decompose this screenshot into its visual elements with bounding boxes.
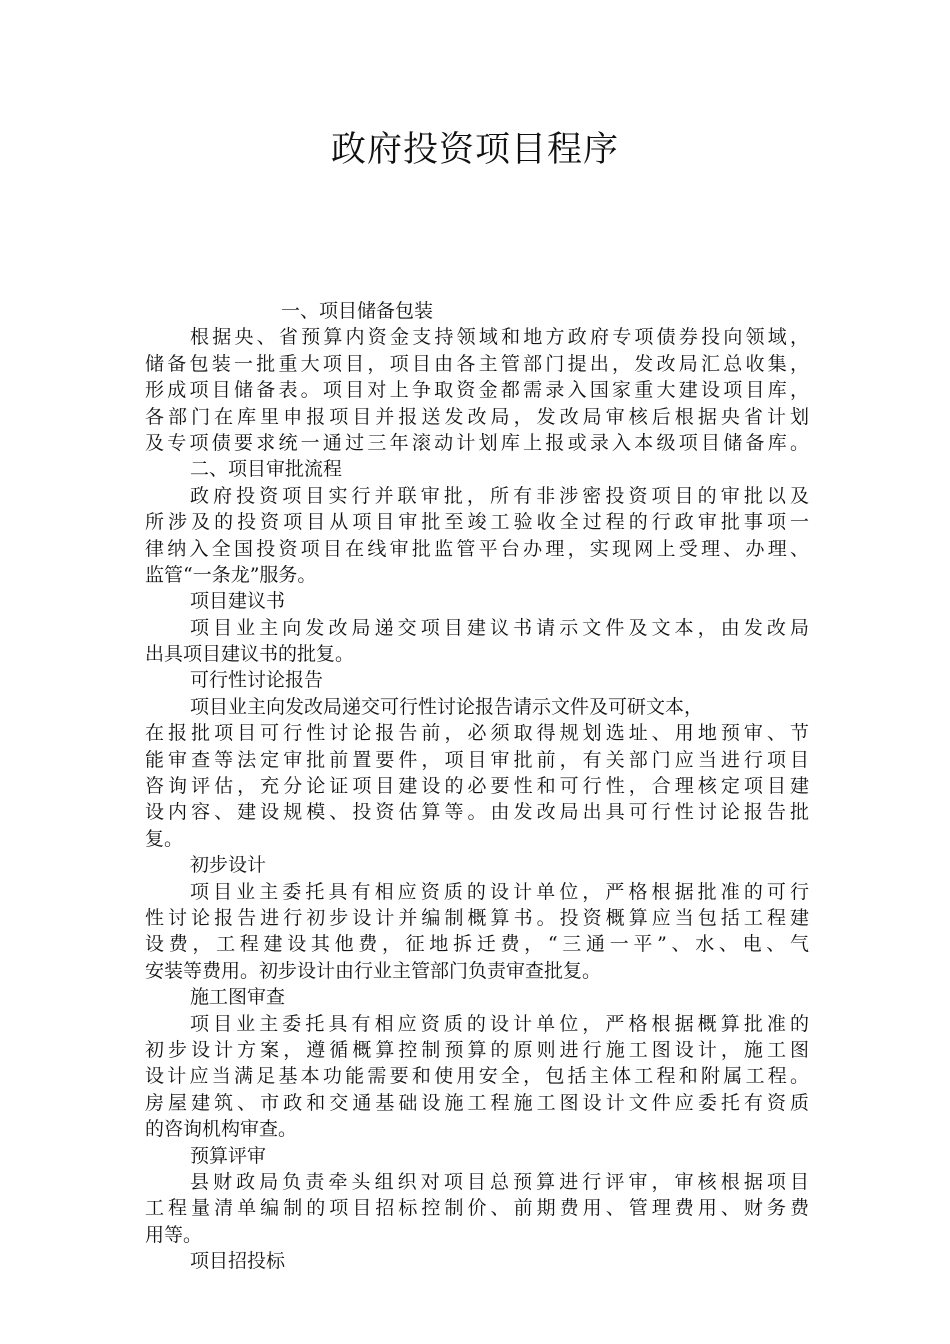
paragraph-line: 形成项目储备表。项目对上争取资金都需录入国家重大建设项目库， <box>145 379 809 402</box>
page-title: 政府投资项目程序 <box>330 130 619 170</box>
paragraph-line: 房屋建筑、市政和交通基础设施工程施工图设计文件应委托有资质 <box>145 1091 809 1114</box>
paragraph-line: 在报批项目可行性讨论报告前，必须取得规划选址、用地预审、节 <box>145 722 809 745</box>
subsection-heading: 施工图审查 <box>190 986 286 1009</box>
paragraph-line: 复。 <box>145 827 184 850</box>
section-heading: 一、项目储备包装 <box>281 300 434 322</box>
paragraph-line: 性讨论报告进行初步设计并编制概算书。投资概算应当包括工程建 <box>145 906 809 929</box>
document-body <box>145 298 809 1274</box>
subsection-heading: 预算评审 <box>190 1144 267 1167</box>
paragraph-line: 用等。 <box>145 1223 203 1246</box>
paragraph-line: 能审查等法定审批前置要件，项目审批前，有关部门应当进行项目 <box>145 748 809 771</box>
paragraph-line: 安装等费用。初步设计由行业主管部门负责审查批复。 <box>145 959 602 982</box>
paragraph-line: 设内容、建设规模、投资估算等。由发改局出具可行性讨论报告批 <box>145 801 809 824</box>
paragraph-line: 设计应当满足基本功能需要和使用安全，包括主体工程和附属工程。 <box>145 1065 809 1088</box>
paragraph-line: 的咨询机构审查。 <box>145 1118 298 1141</box>
paragraph-line: 律纳入全国投资项目在线审批监管平台办理，实现网上受理、办理、 <box>145 537 809 560</box>
subsection-heading: 初步设计 <box>190 854 267 877</box>
paragraph-line: 监管“一条龙”服务。 <box>145 563 317 586</box>
paragraph-line: 咨询评估，充分论证项目建设的必要性和可行性，合理核定项目建 <box>145 775 809 798</box>
section-heading: 二、项目审批流程 <box>190 458 343 481</box>
subsection-heading: 项目建议书 <box>190 590 286 613</box>
paragraph-line: 所涉及的投资项目从项目审批至竣工验收全过程的行政审批事项一 <box>145 511 809 534</box>
paragraph-line: 出具项目建议书的批复。 <box>145 643 355 666</box>
paragraph-line: 储备包装一批重大项目，项目由各主管部门提出，发改局汇总收集， <box>145 352 809 375</box>
paragraph-line: 各部门在库里申报项目并报送发改局，发改局审核后根据央省计划 <box>145 405 809 428</box>
paragraph-line: 项目业主委托具有相应资质的设计单位，严格根据概算批准的 <box>190 1012 809 1035</box>
paragraph-line: 根据央、省预算内资金支持领域和地方政府专项债券投向领域， <box>190 326 809 349</box>
subsection-heading: 可行性讨论报告 <box>190 669 324 692</box>
paragraph-line: 项目业主委托具有相应资质的设计单位，严格根据批准的可行 <box>190 880 809 903</box>
paragraph-line: 项目业主向发改局递交可行性讨论报告请示文件及可研文本， <box>190 695 704 718</box>
paragraph-line: 及专项债要求统一通过三年滚动计划库上报或录入本级项目储备库。 <box>145 431 809 454</box>
paragraph-line: 初步设计方案，遵循概算控制预算的原则进行施工图设计，施工图 <box>145 1038 809 1061</box>
paragraph-line: 项目业主向发改局递交项目建议书请示文件及文本，由发改局 <box>190 616 809 639</box>
paragraph-line: 县财政局负责牵头组织对项目总预算进行评审，审核根据项目 <box>190 1170 809 1193</box>
subsection-heading: 项目招投标 <box>190 1250 286 1273</box>
paragraph-line: 工程量清单编制的项目招标控制价、前期费用、管理费用、财务费 <box>145 1197 809 1220</box>
paragraph-line: 设费，工程建设其他费，征地拆迁费，“三通一平”、水、电、气 <box>145 933 809 956</box>
paragraph-line: 政府投资项目实行并联审批，所有非涉密投资项目的审批以及 <box>190 484 809 507</box>
